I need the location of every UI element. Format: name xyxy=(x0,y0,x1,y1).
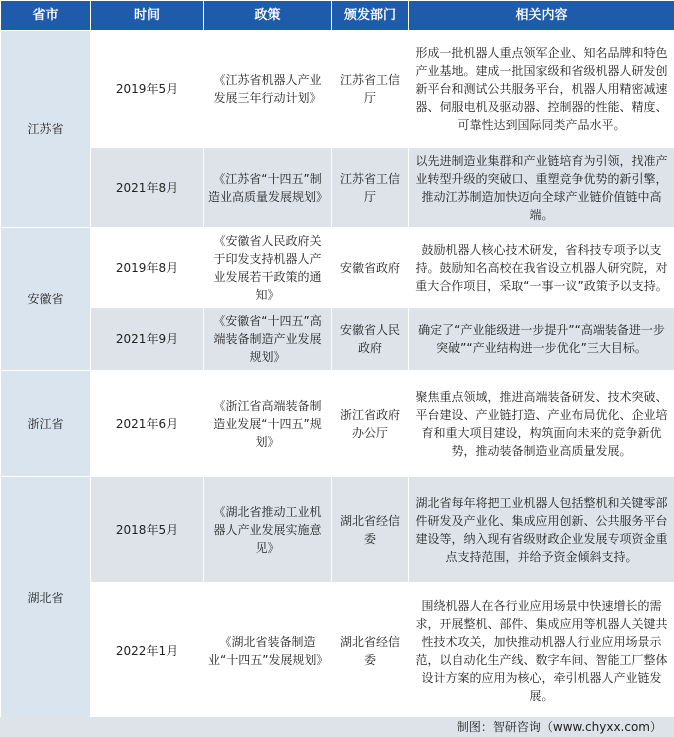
dept-cell: 安徽省人民政府 xyxy=(332,308,409,371)
date-cell: 2021年9月 xyxy=(91,308,204,371)
province-cell: 安徽省 xyxy=(1,228,91,371)
date-cell: 2019年8月 xyxy=(91,228,204,308)
content-cell: 确定了“产业能级进一步提升”“高端装备进一步突破”“产业结构进一步优化”三大目标。 xyxy=(409,308,674,371)
dept-cell: 浙江省政府办公厅 xyxy=(332,371,409,477)
table-row xyxy=(1,477,674,583)
date-cell: 2022年1月 xyxy=(91,583,204,719)
dept-cell: 江苏省工信厅 xyxy=(332,31,409,148)
date-cell: 2021年6月 xyxy=(91,371,204,477)
table-row xyxy=(1,31,674,148)
header-date: 时间 xyxy=(91,1,204,31)
header-content: 相关内容 xyxy=(409,1,674,31)
content-cell: 形成一批机器人重点领军企业、知名品牌和特色产业基地。建成一批国家级和省级机器人研发创新平台和测试公共服务平台，机器人用精密减速器、伺服电机及驱动器、控制器的性能、精度、可靠性达到国际同类产品水平。 xyxy=(409,31,674,148)
province-cell: 湖北省 xyxy=(1,477,91,719)
policy-cell: 《江苏省“十四五”制造业高质量发展规划》 xyxy=(204,148,332,228)
header-row xyxy=(1,1,674,31)
date-cell: 2019年5月 xyxy=(91,31,204,148)
table-row xyxy=(1,228,674,308)
policy-cell: 《江苏省机器人产业发展三年行动计划》 xyxy=(204,31,332,148)
province-cell: 浙江省 xyxy=(1,371,91,477)
source-credit: 制图：智研咨询（www.chyxx.com） xyxy=(0,717,674,737)
content-cell: 鼓励机器人核心技术研发，省科技专项予以支持。鼓励知名高校在我省设立机器人研究院，对重大合作项目，采取“一事一议”政策予以支持。 xyxy=(409,228,674,308)
content-cell: 以先进制造业集群和产业链培育为引领，找准产业转型升级的突破口、重塑竞争优势的新引擎，推动江苏制造加快迈向全球产业链价值链中高端。 xyxy=(409,148,674,228)
dept-cell: 江苏省工信厅 xyxy=(332,148,409,228)
policy-cell: 《湖北省推动工业机器人产业发展实施意见》 xyxy=(204,477,332,583)
province-cell: 江苏省 xyxy=(1,31,91,228)
content-cell: 围绕机器人在各行业应用场景中快速增长的需求，开展整机、部件、集成应用等机器人关键共性技术攻关，加快推动机器人行业应用场景示范，以自动化生产线、数字车间、智能工厂整体设计方案的应用为核心，牵引机器人产业链发展。 xyxy=(409,583,674,719)
dept-cell: 安徽省政府 xyxy=(332,228,409,308)
date-cell: 2021年8月 xyxy=(91,148,204,228)
dept-cell: 湖北省经信委 xyxy=(332,477,409,583)
dept-cell: 湖北省经信委 xyxy=(332,583,409,719)
table-row xyxy=(1,371,674,477)
header-policy: 政策 xyxy=(204,1,332,31)
header-province: 省市 xyxy=(1,1,91,31)
content-cell: 聚焦重点领域，推进高端装备研发、技术突破、平台建设、产业链打造、产业布局优化、企业培育和重大项目建设，构筑面向未来的竞争新优势，推动装备制造业高质量发展。 xyxy=(409,371,674,477)
policy-cell: 《浙江省高端装备制造业发展“十四五”规划》 xyxy=(204,371,332,477)
table-row xyxy=(1,583,674,719)
date-cell: 2018年5月 xyxy=(91,477,204,583)
content-cell: 湖北省每年将把工业机器人包括整机和关键零部件研发及产业化、集成应用创新、公共服务平台建设等，纳入现有省级财政企业发展专项资金重点支持范围，并给予资金倾斜支持。 xyxy=(409,477,674,583)
table-row xyxy=(1,148,674,228)
policy-cell: 《安徽省“十四五”高端装备制造产业发展规划》 xyxy=(204,308,332,371)
policy-cell: 《湖北省装备制造业“十四五”发展规划》 xyxy=(204,583,332,719)
table-row xyxy=(1,308,674,371)
header-dept: 颁发部门 xyxy=(332,1,409,31)
policy-cell: 《安徽省人民政府关于印发支持机器人产业发展若干政策的通知》 xyxy=(204,228,332,308)
